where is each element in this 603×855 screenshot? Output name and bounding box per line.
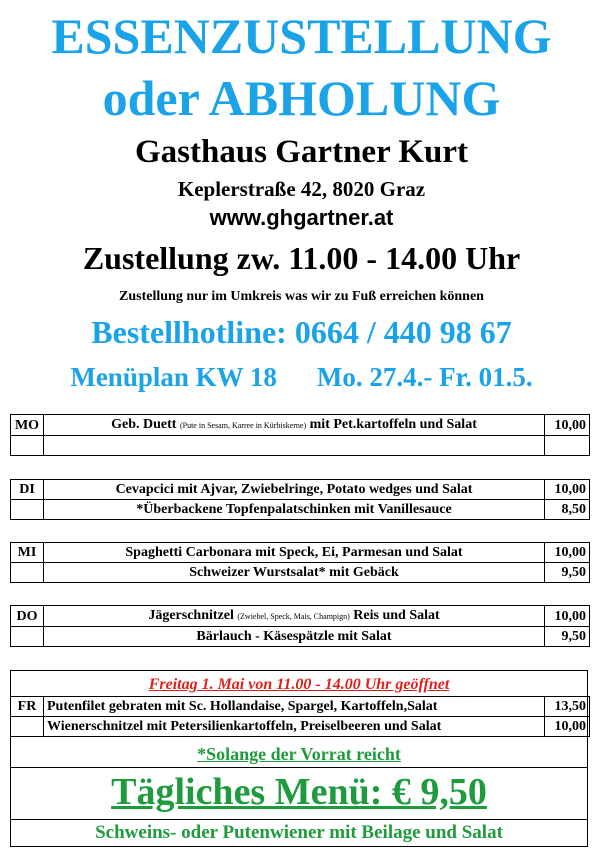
menu-block-tuesday [10,479,590,520]
day-label: MO [11,415,44,436]
delivery-radius-note: Zustellung nur im Umkreis was wir zu Fuß erreichen können [119,289,484,304]
dish-description: Bärlauch - Käsespätzle mit Salat [44,627,545,647]
menu-block-thursday [10,605,590,647]
menu-row [11,697,590,717]
dish-description: Cevapcici mit Ajvar, Zwiebelringe, Potato wedges und Salat [44,480,545,500]
dish-description [44,606,545,627]
dish-price: 9,50 [545,563,590,583]
menu-block-monday [10,414,590,456]
day-cell-empty [11,563,44,583]
dish-description: *Überbackene Topfenpalatschinken mit Vanillesauce [44,500,545,520]
dish-price: 10,00 [545,543,590,563]
day-cell-empty [11,436,44,456]
day-cell-empty [11,627,44,647]
friday-notice: Freitag 1. Mai von 11.00 - 14.00 Uhr geöffnet [148,676,450,693]
title-line2: oder ABHOLUNG [102,70,501,126]
dish-description [44,415,545,436]
menu-row [11,627,590,647]
divider [11,819,587,820]
menu-row [11,415,590,436]
day-cell-empty [11,717,44,737]
dish-price: 13,50 [545,697,590,717]
menu-dates: Mo. 27.4.- Fr. 01.5. [316,362,533,392]
address: Keplerstraße 42, 8020 Graz [177,177,426,201]
website-link[interactable]: www.ghgartner.at [209,205,394,230]
dish-price: 8,50 [545,500,590,520]
dish-price: 10,00 [545,606,590,627]
menu-row [11,543,590,563]
daily-menu-heading: Tägliches Menü: € 9,50 [111,771,487,813]
day-cell-empty [11,500,44,520]
dish-main: Jägerschnitzel [148,608,234,623]
day-label: FR [11,697,44,717]
dish-price: 10,00 [545,480,590,500]
menu-row [11,606,590,627]
menu-week: Menüplan KW 18 [70,362,277,392]
dish-cell-empty [44,436,545,456]
menu-plan-heading [0,360,603,394]
dish-main: Geb. Duett [111,417,177,432]
menu-row-empty [11,436,590,456]
daily-menu-description: Schweins- oder Putenwiener mit Beilage und Salat [95,822,503,843]
day-label: MI [11,543,44,563]
dish-description: Schweizer Wurstsalat* mit Gebäck [44,563,545,583]
friday-box [10,670,588,847]
day-label: DO [11,606,44,627]
price-cell-empty [545,436,590,456]
dish-description: Putenfilet gebraten mit Sc. Hollandaise, Spargel, Kartoffeln,Salat [44,697,545,717]
dish-price: 10,00 [545,717,590,737]
day-label: DI [11,480,44,500]
menu-row [11,480,590,500]
dish-rest: mit Pet.kartoffeln und Salat [309,417,477,432]
delivery-time: Zustellung zw. 11.00 - 14.00 Uhr [82,240,521,276]
dish-price: 9,50 [545,627,590,647]
menu-row [11,563,590,583]
dish-note: (Zwiebel, Speck, Mais, Champign) [237,612,350,621]
dish-note: (Pute in Sesam, Karree in Kürbiskerne) [179,421,307,430]
menu-block-wednesday [10,542,590,583]
dish-description: Spaghetti Carbonara mit Speck, Ei, Parmesan und Salat [44,543,545,563]
menu-row [11,717,590,737]
dish-description: Wienerschnitzel mit Petersilienkartoffeln, Preiselbeeren und Salat [44,717,545,737]
order-hotline: Bestellhotline: 0664 / 440 98 67 [91,314,512,350]
menu-block-friday [10,696,590,737]
stock-note: *Solange der Vorrat reicht [197,744,401,764]
dish-rest: Reis und Salat [353,608,440,623]
dish-price: 10,00 [545,415,590,436]
menu-row [11,500,590,520]
restaurant-name: Gasthaus Gartner Kurt [134,134,469,170]
title-line1: ESSENZUSTELLUNG [51,8,552,64]
